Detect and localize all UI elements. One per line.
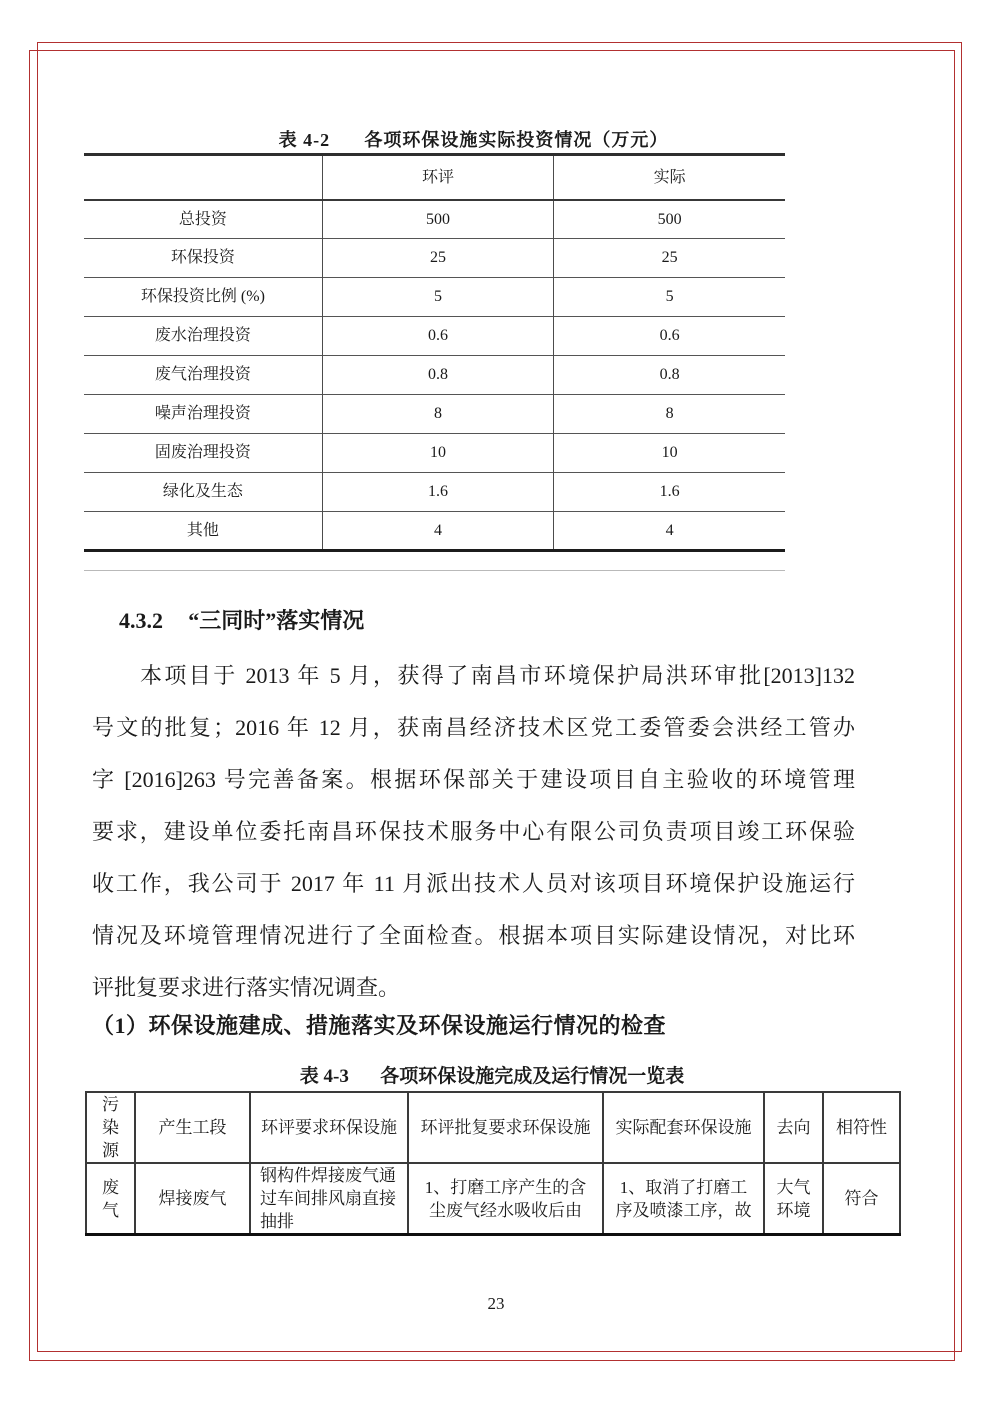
cell-eia: 4 [322, 512, 553, 551]
table-row [84, 512, 785, 551]
paragraph-line: 号文的批复；2016 年 12 月，获南昌经济技术区党工委管委会洪经工管办 [92, 715, 855, 740]
cell-label: 噪声治理投资 [84, 395, 322, 434]
cell-actual-facility: 1、取消了打磨工序及喷漆工序，故 [603, 1163, 764, 1235]
section-heading-4-3-2 [119, 604, 364, 635]
cell-header-eia-required: 环评要求环保设施 [250, 1092, 408, 1163]
table-4-2-title-text: 各项环保设施实际投资情况（万元） [364, 130, 669, 150]
cell-destination: 大气环境 [764, 1163, 823, 1235]
table-4-2-title-label: 表 4-2 [278, 130, 331, 150]
table-row [84, 356, 785, 395]
cell-eia: 1.6 [322, 473, 553, 512]
cell-eia-required: 钢构件焊接废气通过车间排风扇直接抽排 [250, 1163, 408, 1235]
cell-actual: 0.8 [554, 356, 785, 395]
cell-label: 环保投资比例 (%) [84, 278, 322, 317]
table-row [84, 317, 785, 356]
cell-actual: 10 [554, 434, 785, 473]
subsection-heading-1: （1）环保设施建成、措施落实及环保设施运行情况的检查 [92, 1013, 667, 1038]
cell-header-stage: 产生工段 [135, 1092, 250, 1163]
cell-label: 废气治理投资 [84, 356, 322, 395]
cell-eia: 8 [322, 395, 553, 434]
cell-label: 固废治理投资 [84, 434, 322, 473]
table-row [84, 278, 785, 317]
cell-eia: 25 [322, 239, 553, 278]
body-paragraph [92, 650, 855, 1014]
cell-label: 绿化及生态 [84, 473, 322, 512]
cell-label: 其他 [84, 512, 322, 551]
table-4-3 [85, 1091, 901, 1236]
table-row [84, 155, 785, 200]
table-row [86, 1092, 900, 1163]
table-row [84, 473, 785, 512]
cell-eia: 500 [322, 200, 553, 239]
cell-actual: 25 [554, 239, 785, 278]
cell-actual: 5 [554, 278, 785, 317]
cell-stage: 焊接废气 [135, 1163, 250, 1235]
cell-actual: 0.6 [554, 317, 785, 356]
table-4-3-title [85, 1061, 899, 1088]
table-4-3-title-text: 各项环保设施完成及运行情况一览表 [380, 1066, 685, 1087]
cell-label: 环保投资 [84, 239, 322, 278]
cell-header-destination: 去向 [764, 1092, 823, 1163]
table-4-2 [84, 153, 785, 552]
section-heading-number: 4.3.2 [119, 608, 163, 633]
cell-label: 废水治理投资 [84, 317, 322, 356]
cell-header-eia: 环评 [322, 155, 553, 200]
cell-header-conformity: 相符性 [823, 1092, 900, 1163]
cell-header-actual: 实际 [554, 155, 785, 200]
cell-actual: 1.6 [554, 473, 785, 512]
page-number: 23 [487, 1294, 505, 1313]
table-4-2-title [92, 126, 855, 152]
table-row [84, 395, 785, 434]
cell-eia: 0.6 [322, 317, 553, 356]
cell-label: 总投资 [178, 210, 227, 228]
cell-actual: 4 [554, 512, 785, 551]
cell-pollution-source: 废气 [86, 1163, 135, 1235]
table-4-3-title-label: 表 4-3 [299, 1066, 349, 1087]
cell-header-pollution-source: 污染源 [86, 1092, 135, 1163]
table-row [86, 1163, 900, 1235]
cell-approval-required: 1、打磨工序产生的含尘废气经水吸收后由 [408, 1163, 603, 1235]
cell-header-actual-facility: 实际配套环保设施 [603, 1092, 764, 1163]
paragraph-line: 本项目于 2013 年 5 月，获得了南昌市环境保护局洪环审批[2013]132 [140, 663, 855, 688]
paragraph-line: 要求，建设单位委托南昌环保技术服务中心有限公司负责项目竣工环保验 [92, 819, 855, 844]
cell-actual: 8 [554, 395, 785, 434]
cell-eia: 10 [322, 434, 553, 473]
cell-conformity: 符合 [823, 1163, 900, 1235]
cell-eia: 0.8 [322, 356, 553, 395]
paragraph-line: 评批复要求进行落实情况调查。 [92, 975, 401, 1000]
table-row [84, 200, 785, 239]
paragraph-line: 收工作，我公司于 2017 年 11 月派出技术人员对该项目环境保护设施运行 [92, 871, 855, 896]
cell-header-approval-required: 环评批复要求环保设施 [408, 1092, 603, 1163]
cell-actual: 500 [554, 200, 785, 239]
cell-eia: 5 [322, 278, 553, 317]
table-row [84, 239, 785, 278]
section-heading-text: “三同时”落实情况 [188, 608, 365, 633]
cell-header-blank [84, 155, 322, 200]
table-row [84, 434, 785, 473]
paragraph-line: 字 [2016]263 号完善备案。根据环保部关于建设项目自主验收的环境管理 [92, 767, 855, 792]
paragraph-line: 情况及环境管理情况进行了全面检查。根据本项目实际建设情况，对比环 [92, 923, 855, 948]
table-4-2-bottom-shadow-line [84, 570, 785, 571]
